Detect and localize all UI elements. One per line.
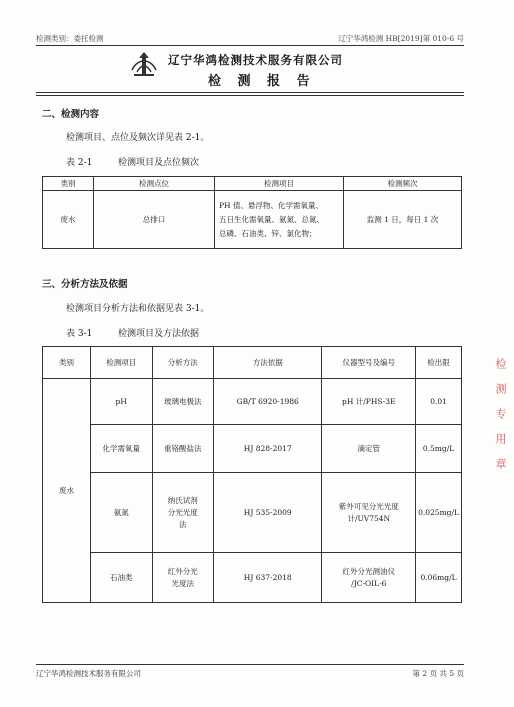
cell-instrument [322, 473, 416, 553]
company-name: 辽宁华鸿检测技术服务有限公司 [168, 53, 343, 67]
cell-method-line: 法 [179, 519, 187, 529]
col-header-point: 检测点位 [94, 177, 215, 191]
cell-basis: GB/T 6920-1986 [214, 379, 322, 425]
company-logo-icon [128, 48, 160, 80]
col-header-basis: 方法依据 [214, 347, 322, 379]
col-header-limit: 检出限 [416, 347, 462, 379]
table-3-1 [42, 346, 462, 603]
cell-method-line: 重铬酸盐法 [164, 443, 202, 453]
cell-instrument-line: 紫外可见分光光度 [338, 501, 399, 511]
cell-item: 化学需氧量 [90, 425, 152, 473]
cell-instrument-line: pH 计/PHS-3E [342, 396, 396, 406]
col-header-method: 分析方法 [152, 347, 213, 379]
table-row [43, 473, 462, 553]
table-row [43, 425, 462, 473]
header-category: 检测类别：委托检测 [36, 34, 104, 43]
cell-basis: HJ 637-2018 [214, 553, 322, 603]
table3-1-caption-number: 表 3-1 [66, 329, 93, 339]
table2-1-caption-number: 表 2-1 [66, 158, 93, 168]
table-2-1 [42, 176, 462, 249]
section3-intro: 检测项目分析方法和依据见表 3-1。 [66, 304, 210, 314]
col-header-instrument: 仪器型号及编号 [322, 347, 416, 379]
cell-items-line: PH 值、悬浮物、化学需氧量、 [219, 200, 323, 210]
cell-limit: 0.5mg/L [416, 425, 462, 473]
cell-basis: HJ 535-2009 [214, 473, 322, 553]
section3-heading: 三、分析方法及依据 [42, 279, 128, 290]
footer-page-number: 第 2 页 共 5 页 [412, 669, 464, 678]
cell-instrument [322, 425, 416, 473]
title-divider-2 [36, 95, 464, 96]
section2-intro: 检测项目、点位及频次详见表 2-1。 [66, 133, 210, 143]
col-header-category: 类别 [43, 347, 91, 379]
cell-method [152, 425, 213, 473]
footer-divider [36, 664, 464, 665]
report-title: 检 测 报 告 [208, 74, 316, 89]
cell-method-line: 玻璃电极法 [164, 396, 202, 406]
cell-method-line: 纳氏试剂 [167, 495, 198, 505]
col-header-item: 检测项目 [90, 347, 152, 379]
title-divider-1 [36, 92, 464, 93]
cell-instrument [322, 553, 416, 603]
table-row [43, 553, 462, 603]
table-row [43, 191, 462, 249]
cell-frequency: 监测 1 日，每日 1 次 [344, 191, 462, 249]
cell-category: 废水 [43, 379, 91, 603]
cell-item: 氨氮 [90, 473, 152, 553]
cell-method [152, 553, 213, 603]
cell-method-line: 红外分光 [167, 566, 198, 576]
cell-method-line: 分光光度 [167, 507, 198, 517]
table3-1-caption-title: 检测项目及方法依据 [118, 329, 200, 339]
section2-heading: 二、检测内容 [42, 109, 100, 120]
col-header-frequency: 检测频次 [344, 177, 462, 191]
cell-limit: 0.01 [416, 379, 462, 425]
cell-items [215, 191, 344, 249]
cell-instrument [322, 379, 416, 425]
cell-method [152, 379, 213, 425]
cell-basis: HJ 828-2017 [214, 425, 322, 473]
cell-method-line: 光度法 [171, 578, 194, 588]
table-row [43, 379, 462, 425]
cell-items-line: 总磷、石油类、锌、氯化物； [219, 228, 317, 238]
table-header-row [43, 177, 462, 191]
cell-limit: 0.025mg/L [416, 473, 462, 553]
cell-instrument-line: 滴定管 [357, 443, 381, 453]
cell-item: 石油类 [90, 553, 152, 603]
footer-company: 辽宁华鸿检测技术服务有限公司 [36, 669, 141, 678]
header-report-number: 辽宁华鸿检测 HB[2019]第 010-6 号 [338, 34, 464, 43]
cell-instrument-line: 红外分光测油仪 [342, 566, 396, 576]
col-header-category: 类别 [43, 177, 94, 191]
table2-1-caption-title: 检测项目及点位频次 [118, 158, 200, 168]
cell-category: 废水 [43, 191, 94, 249]
cell-point: 总排口 [94, 191, 215, 249]
cell-item: pH [90, 379, 152, 425]
cell-method [152, 473, 213, 553]
stamp-text: 检测专用章 [494, 358, 507, 483]
cell-instrument-line: /JC-OIL-6 [351, 578, 387, 588]
col-header-item: 检测项目 [215, 177, 344, 191]
official-stamp [486, 358, 507, 483]
cell-items-line: 五日生化需氧量、氨氮、总氮、 [219, 214, 324, 224]
cell-limit: 0.06mg/L [416, 553, 462, 603]
header-divider [36, 45, 464, 46]
table-header-row [43, 347, 462, 379]
cell-instrument-line: 计/UV754N [347, 513, 391, 523]
